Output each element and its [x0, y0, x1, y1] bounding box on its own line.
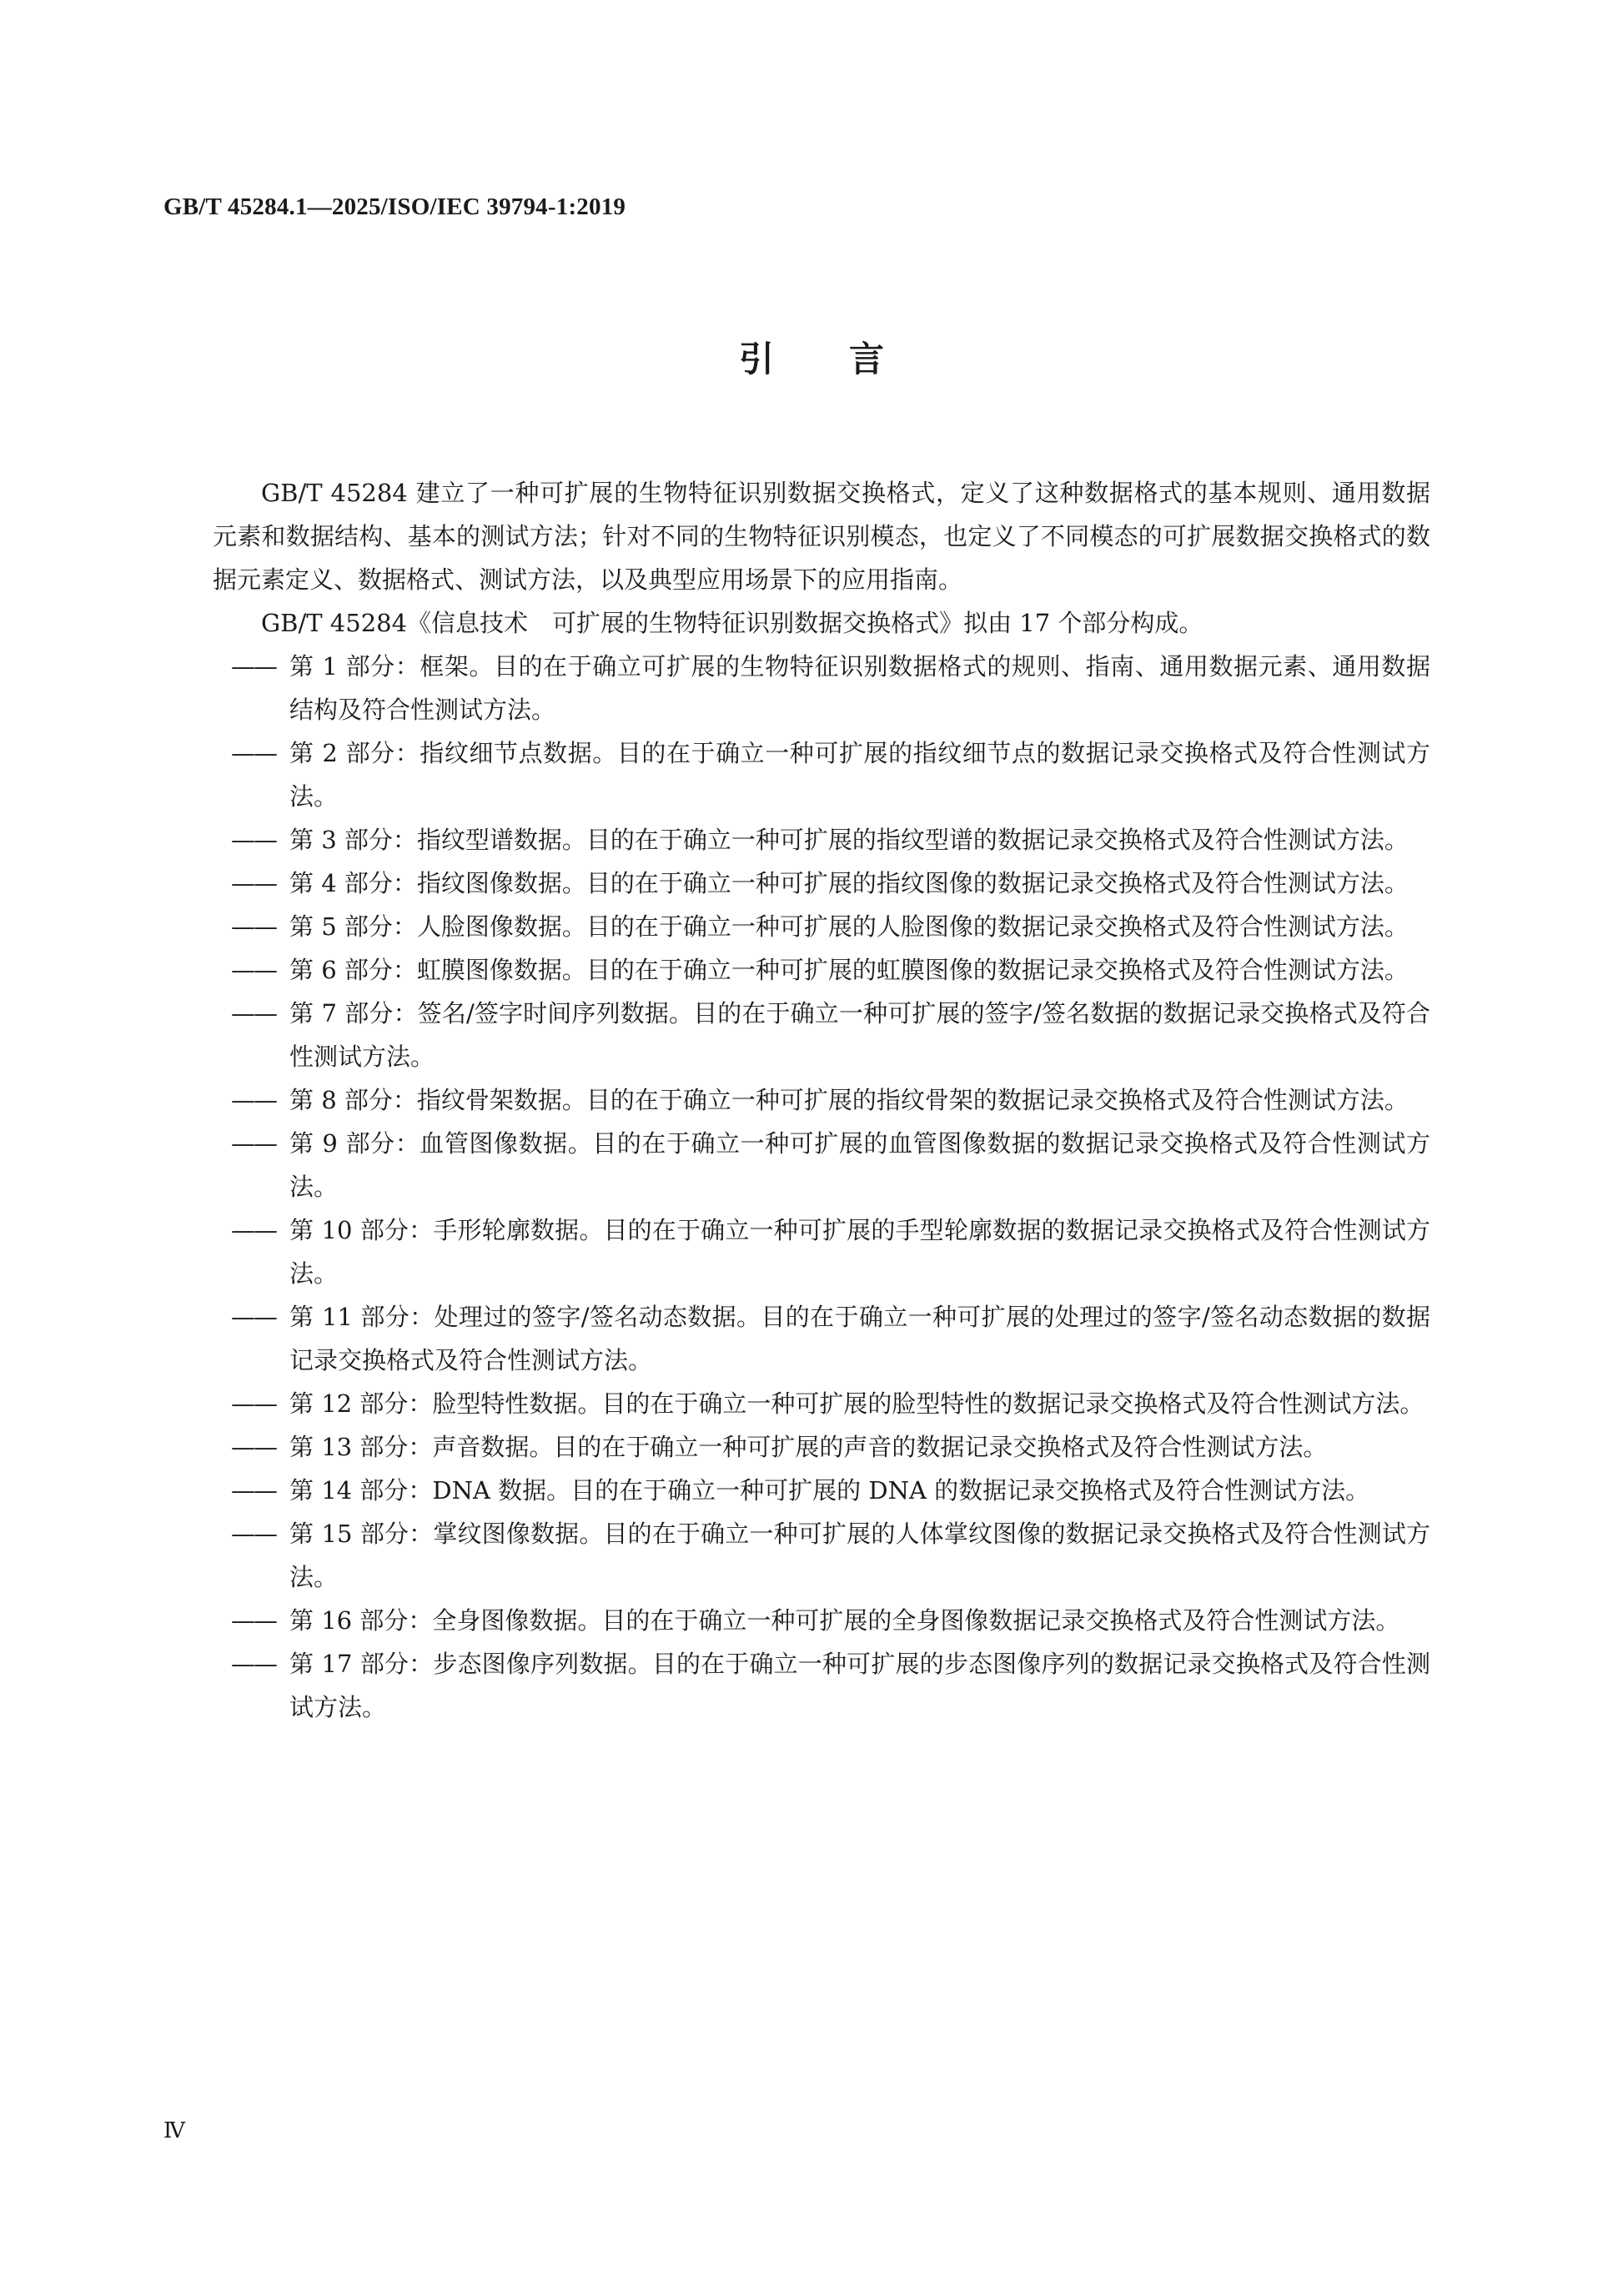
list-item: [231, 1382, 1430, 1425]
list-item: [231, 1122, 1430, 1208]
list-item: [231, 1425, 1430, 1469]
list-dash: ——: [231, 999, 276, 1027]
list-dash: ——: [231, 956, 276, 984]
list-item-text: 第 10 部分：手形轮廓数据。目的在于确立一种可扩展的手型轮廓数据的数据记录交换格式及符合性测试方法。: [289, 1216, 1430, 1288]
list-item-text: 第 8 部分：指纹骨架数据。目的在于确立一种可扩展的指纹骨架的数据记录交换格式及符合性测试方法。: [289, 1086, 1409, 1114]
page-number: Ⅳ: [163, 2118, 185, 2143]
list-dash: ——: [231, 652, 276, 681]
list-dash: ——: [231, 1086, 276, 1114]
list-item-text: 第 17 部分：步态图像序列数据。目的在于确立一种可扩展的步态图像序列的数据记录交换格式及符合性测试方法。: [289, 1650, 1430, 1721]
list-item-text: 第 14 部分：DNA 数据。目的在于确立一种可扩展的 DNA 的数据记录交换格式及符合性测试方法。: [289, 1476, 1370, 1505]
list-item: [231, 948, 1430, 992]
list-item: [231, 1512, 1430, 1599]
list-dash: ——: [231, 739, 276, 767]
list-dash: ——: [231, 826, 276, 854]
list-dash: ——: [231, 1129, 276, 1158]
list-dash: ——: [231, 1433, 276, 1461]
list-item-text: 第 2 部分：指纹细节点数据。目的在于确立一种可扩展的指纹细节点的数据记录交换格式及符合性测试方法。: [289, 739, 1430, 811]
list-item: [231, 905, 1430, 948]
list-item: [231, 862, 1430, 905]
list-dash: ——: [231, 1520, 276, 1548]
list-dash: ——: [231, 1650, 276, 1678]
list-item-text: 第 1 部分：框架。目的在于确立可扩展的生物特征识别数据格式的规则、指南、通用数据元素、通用数据结构及符合性测试方法。: [289, 652, 1430, 724]
list-dash: ——: [231, 1389, 276, 1418]
list-item: [231, 992, 1430, 1078]
list-item: [231, 1078, 1430, 1122]
list-item-text: 第 15 部分：掌纹图像数据。目的在于确立一种可扩展的人体掌纹图像的数据记录交换格式及符合性测试方法。: [289, 1520, 1430, 1591]
intro-paragraph: GB/T 45284 建立了一种可扩展的生物特征识别数据交换格式，定义了这种数据格式的基本规则、通用数据元素和数据结构、基本的测试方法；针对不同的生物特征识别模态，也定义了不同模态的可扩展数据交换格式的数据元素定义、数据格式、测试方法，以及典型应用场景下的应用指南。: [213, 479, 1430, 594]
list-item-text: 第 16 部分：全身图像数据。目的在于确立一种可扩展的全身图像数据记录交换格式及符合性测试方法。: [289, 1606, 1400, 1635]
list-dash: ——: [231, 1606, 276, 1635]
list-item-text: 第 4 部分：指纹图像数据。目的在于确立一种可扩展的指纹图像的数据记录交换格式及符合性测试方法。: [289, 869, 1409, 897]
list-item-text: 第 6 部分：虹膜图像数据。目的在于确立一种可扩展的虹膜图像的数据记录交换格式及符合性测试方法。: [289, 956, 1409, 984]
list-item-text: 第 5 部分：人脸图像数据。目的在于确立一种可扩展的人脸图像的数据记录交换格式及符合性测试方法。: [289, 912, 1409, 941]
list-item-text: 第 9 部分：血管图像数据。目的在于确立一种可扩展的血管图像数据的数据记录交换格式及符合性测试方法。: [289, 1129, 1430, 1201]
document-code: GB/T 45284.1—2025/ISO/IEC 39794-1:2019: [163, 193, 626, 220]
parts-list: [213, 645, 1430, 1729]
list-item: [231, 645, 1430, 731]
list-item: [231, 1599, 1430, 1642]
list-item-text: 第 3 部分：指纹型谱数据。目的在于确立一种可扩展的指纹型谱的数据记录交换格式及符合性测试方法。: [289, 826, 1409, 854]
list-item-text: 第 12 部分：脸型特性数据。目的在于确立一种可扩展的脸型特性的数据记录交换格式及符合性测试方法。: [289, 1389, 1425, 1418]
list-item: [231, 1642, 1430, 1729]
list-item-text: 第 7 部分：签名/签字时间序列数据。目的在于确立一种可扩展的签字/签名数据的数据记录交换格式及符合性测试方法。: [289, 999, 1430, 1071]
intro-paragraph: GB/T 45284《信息技术 可扩展的生物特征识别数据交换格式》拟由 17 个部分构成。: [261, 609, 1203, 637]
list-dash: ——: [231, 1216, 276, 1244]
list-item-text: 第 13 部分：声音数据。目的在于确立一种可扩展的声音的数据记录交换格式及符合性测试方法。: [289, 1433, 1328, 1461]
list-item: [231, 1469, 1430, 1512]
list-item: [231, 818, 1430, 862]
list-item: [231, 731, 1430, 818]
list-item: [231, 1295, 1430, 1382]
list-dash: ——: [231, 1476, 276, 1505]
list-dash: ——: [231, 912, 276, 941]
introduction-body: [213, 471, 1430, 1729]
list-item-text: 第 11 部分：处理过的签字/签名动态数据。目的在于确立一种可扩展的处理过的签字/签名动态数据的数据记录交换格式及符合性测试方法。: [289, 1303, 1430, 1374]
list-dash: ——: [231, 869, 276, 897]
list-dash: ——: [231, 1303, 276, 1331]
page-title: 引言: [738, 339, 959, 379]
list-item: [231, 1208, 1430, 1295]
